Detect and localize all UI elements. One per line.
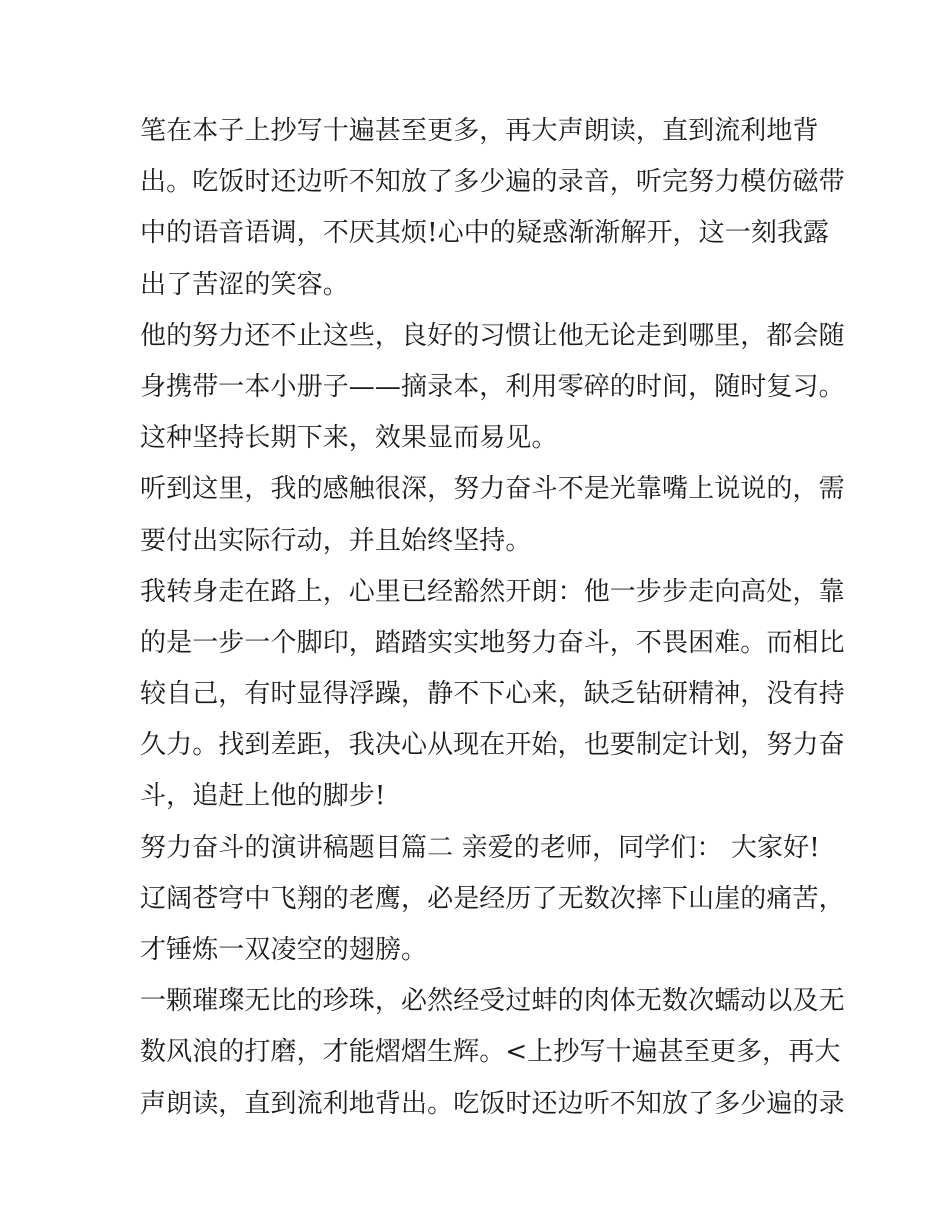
text-line: 声朗读，直到流利地背出。吃饭时还边听不知放了多少遍的录: [140, 1088, 845, 1119]
text-line: 较自己，有时显得浮躁，静不下心来，缺乏钻研精神，没有持: [140, 679, 845, 710]
text-line: 久力。找到差距，我决心从现在开始，也要制定计划，努力奋: [140, 730, 845, 761]
text-line: 他的努力还不止这些，良好的习惯让他无论走到哪里，都会随: [140, 320, 845, 351]
text-line: 中的语音语调，不厌其烦!心中的疑惑渐渐解开，这一刻我露: [140, 218, 830, 249]
text-line: 出。吃饭时还边听不知放了多少遍的录音，听完努力模仿磁带: [140, 167, 845, 198]
text-line: 努力奋斗的演讲稿题目篇二 亲爱的老师，同学们： 大家好!: [140, 832, 820, 863]
text-line: 才锤炼一双凌空的翅膀。: [140, 935, 428, 965]
text-line: 听到这里，我的感触很深，努力奋斗不是光靠嘴上说说的，需: [140, 474, 845, 505]
body-text: [140, 106, 845, 1130]
text-line: 辽阔苍穹中飞翔的老鹰，必是经历了无数次摔下山崖的痛苦，: [140, 883, 845, 914]
text-line: 笔在本子上抄写十遍甚至更多，再大声朗读，直到流利地背: [140, 116, 819, 146]
text-line: 身携带一本小册子——摘录本，利用零碎的时间，随时复习。: [140, 371, 845, 402]
text-line: 出了苦涩的笑容。: [140, 269, 349, 300]
text-line: 的是一步一个脚印，踏踏实实地努力奋斗，不畏困难。而相比: [140, 627, 845, 658]
text-line: 一颗璀璨无比的珍珠，必然经受过蚌的肉体无数次蠕动以及无: [140, 986, 845, 1017]
text-line: 这种坚持长期下来，效果显而易见。: [140, 423, 558, 454]
text-line: 数风浪的打磨，才能熠熠生辉。<上抄写十遍甚至更多，再大: [140, 1037, 841, 1068]
text-line: 要付出实际行动，并且始终坚持。: [140, 525, 532, 556]
text-line: 斗，追赶上他的脚步!: [140, 781, 386, 812]
text-line: 我转身走在路上，心里已经豁然开朗：他一步步走向高处，靠: [140, 576, 845, 607]
